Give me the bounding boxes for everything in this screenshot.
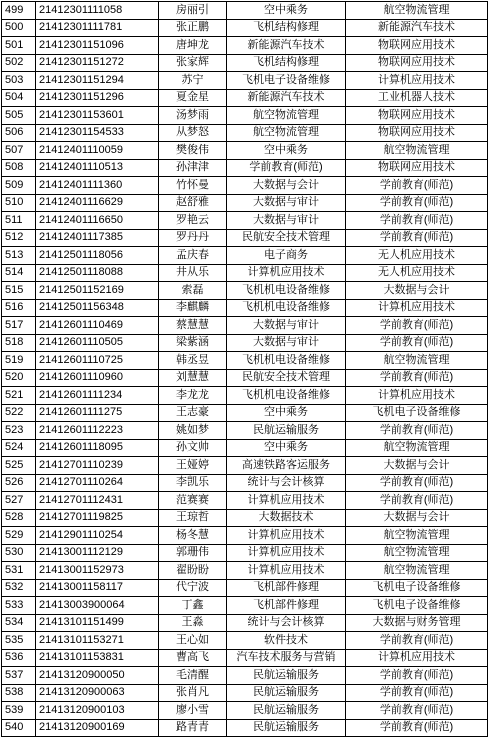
student-id-cell: 21412401116629 xyxy=(36,194,159,212)
row-number-cell: 505 xyxy=(2,107,36,125)
new-major-cell: 学前教育(师范) xyxy=(346,177,488,195)
row-number-cell: 500 xyxy=(2,19,36,37)
new-major-cell: 无人机应用技术 xyxy=(346,264,488,282)
new-major-cell: 物联网应用技术 xyxy=(346,37,488,55)
table-row xyxy=(2,229,488,247)
student-id-cell: 21413120900063 xyxy=(36,684,159,702)
student-name-cell: 刘慧慧 xyxy=(159,369,227,387)
new-major-cell: 学前教育(师范) xyxy=(346,702,488,720)
table-row xyxy=(2,439,488,457)
table-row xyxy=(2,334,488,352)
student-id-cell: 21412401111360 xyxy=(36,177,159,195)
original-major-cell: 飞机机电设备维修 xyxy=(227,299,346,317)
row-number-cell: 515 xyxy=(2,282,36,300)
original-major-cell: 飞机机电设备维修 xyxy=(227,387,346,405)
new-major-cell: 物联网应用技术 xyxy=(346,107,488,125)
student-name-cell: 索磊 xyxy=(159,282,227,300)
row-number-cell: 502 xyxy=(2,54,36,72)
new-major-cell: 航空物流管理 xyxy=(346,527,488,545)
original-major-cell: 民航运输服务 xyxy=(227,702,346,720)
row-number-cell: 530 xyxy=(2,544,36,562)
row-number-cell: 525 xyxy=(2,457,36,475)
student-name-cell: 丁鑫 xyxy=(159,597,227,615)
original-major-cell: 统计与会计核算 xyxy=(227,614,346,632)
student-name-cell: 韩丞昱 xyxy=(159,352,227,370)
new-major-cell: 计算机应用技术 xyxy=(346,72,488,90)
student-id-cell: 21412501118088 xyxy=(36,264,159,282)
original-major-cell: 计算机应用技术 xyxy=(227,562,346,580)
new-major-cell: 学前教育(师范) xyxy=(346,684,488,702)
student-name-cell: 李麒麟 xyxy=(159,299,227,317)
row-number-cell: 522 xyxy=(2,404,36,422)
row-number-cell: 520 xyxy=(2,369,36,387)
new-major-cell: 大数据与财务管理 xyxy=(346,614,488,632)
original-major-cell: 电子商务 xyxy=(227,247,346,265)
student-id-cell: 21413001152973 xyxy=(36,562,159,580)
student-name-cell: 郭珊伟 xyxy=(159,544,227,562)
original-major-cell: 大数据与审计 xyxy=(227,317,346,335)
student-id-cell: 21413101153831 xyxy=(36,649,159,667)
student-name-cell: 罗丹丹 xyxy=(159,229,227,247)
original-major-cell: 空中乘务 xyxy=(227,142,346,160)
row-number-cell: 516 xyxy=(2,299,36,317)
student-name-cell: 井从乐 xyxy=(159,264,227,282)
new-major-cell: 飞机电子设备维修 xyxy=(346,597,488,615)
student-name-cell: 罗艳云 xyxy=(159,212,227,230)
original-major-cell: 空中乘务 xyxy=(227,439,346,457)
student-id-cell: 21412701119825 xyxy=(36,509,159,527)
row-number-cell: 512 xyxy=(2,229,36,247)
student-id-cell: 21413120900169 xyxy=(36,719,159,737)
table-row xyxy=(2,562,488,580)
table-row xyxy=(2,177,488,195)
original-major-cell: 飞机机电设备维修 xyxy=(227,282,346,300)
original-major-cell: 计算机应用技术 xyxy=(227,264,346,282)
table-row xyxy=(2,142,488,160)
new-major-cell: 航空物流管理 xyxy=(346,562,488,580)
row-number-cell: 506 xyxy=(2,124,36,142)
student-id-cell: 21412601118095 xyxy=(36,439,159,457)
new-major-cell: 计算机应用技术 xyxy=(346,649,488,667)
original-major-cell: 民航运输服务 xyxy=(227,719,346,737)
table-row xyxy=(2,19,488,37)
original-major-cell: 计算机应用技术 xyxy=(227,544,346,562)
new-major-cell: 航空物流管理 xyxy=(346,439,488,457)
table-row xyxy=(2,369,488,387)
row-number-cell: 529 xyxy=(2,527,36,545)
original-major-cell: 学前教育(师范) xyxy=(227,159,346,177)
table-row xyxy=(2,404,488,422)
table-body xyxy=(2,2,488,737)
row-number-cell: 527 xyxy=(2,492,36,510)
student-id-cell: 21413001112129 xyxy=(36,544,159,562)
student-id-cell: 21412601111275 xyxy=(36,404,159,422)
table-row xyxy=(2,159,488,177)
row-number-cell: 507 xyxy=(2,142,36,160)
new-major-cell: 大数据与会计 xyxy=(346,509,488,527)
student-id-cell: 21412501156348 xyxy=(36,299,159,317)
student-name-cell: 王淼 xyxy=(159,614,227,632)
original-major-cell: 大数据与审计 xyxy=(227,212,346,230)
student-name-cell: 翟盼盼 xyxy=(159,562,227,580)
student-name-cell: 毛清醒 xyxy=(159,667,227,685)
student-name-cell: 蔡慧慧 xyxy=(159,317,227,335)
new-major-cell: 学前教育(师范) xyxy=(346,229,488,247)
table-row xyxy=(2,124,488,142)
student-id-cell: 21412601110469 xyxy=(36,317,159,335)
student-id-cell: 21412301111781 xyxy=(36,19,159,37)
student-id-cell: 21412501152169 xyxy=(36,282,159,300)
original-major-cell: 民航运输服务 xyxy=(227,422,346,440)
new-major-cell: 工业机器人技术 xyxy=(346,89,488,107)
student-id-cell: 21412301151272 xyxy=(36,54,159,72)
original-major-cell: 飞机电子设备维修 xyxy=(227,72,346,90)
student-name-cell: 李龙龙 xyxy=(159,387,227,405)
student-name-cell: 孙津津 xyxy=(159,159,227,177)
table-row xyxy=(2,719,488,737)
new-major-cell: 学前教育(师范) xyxy=(346,317,488,335)
student-id-cell: 21412301151294 xyxy=(36,72,159,90)
student-id-cell: 21412901110254 xyxy=(36,527,159,545)
table-row xyxy=(2,474,488,492)
student-id-cell: 21412601110725 xyxy=(36,352,159,370)
new-major-cell: 无人机应用技术 xyxy=(346,247,488,265)
original-major-cell: 民航安全技术管理 xyxy=(227,229,346,247)
table-row xyxy=(2,212,488,230)
new-major-cell: 学前教育(师范) xyxy=(346,194,488,212)
row-number-cell: 514 xyxy=(2,264,36,282)
original-major-cell: 空中乘务 xyxy=(227,2,346,20)
table-row xyxy=(2,702,488,720)
student-name-cell: 王志豪 xyxy=(159,404,227,422)
row-number-cell: 532 xyxy=(2,579,36,597)
original-major-cell: 新能源汽车技术 xyxy=(227,89,346,107)
student-id-cell: 21413120900050 xyxy=(36,667,159,685)
original-major-cell: 飞机部件修理 xyxy=(227,579,346,597)
new-major-cell: 计算机应用技术 xyxy=(346,387,488,405)
row-number-cell: 540 xyxy=(2,719,36,737)
student-name-cell: 樊俊伟 xyxy=(159,142,227,160)
student-id-cell: 21413101151499 xyxy=(36,614,159,632)
student-transfer-table xyxy=(1,1,488,737)
original-major-cell: 大数据与会计 xyxy=(227,177,346,195)
student-id-cell: 21412301153601 xyxy=(36,107,159,125)
original-major-cell: 大数据与审计 xyxy=(227,194,346,212)
row-number-cell: 536 xyxy=(2,649,36,667)
row-number-cell: 524 xyxy=(2,439,36,457)
table-row xyxy=(2,107,488,125)
original-major-cell: 民航运输服务 xyxy=(227,667,346,685)
row-number-cell: 501 xyxy=(2,37,36,55)
student-name-cell: 王琼哲 xyxy=(159,509,227,527)
new-major-cell: 大数据与会计 xyxy=(346,282,488,300)
row-number-cell: 499 xyxy=(2,2,36,20)
table-row xyxy=(2,632,488,650)
student-name-cell: 孟庆春 xyxy=(159,247,227,265)
row-number-cell: 538 xyxy=(2,684,36,702)
student-name-cell: 王心如 xyxy=(159,632,227,650)
new-major-cell: 航空物流管理 xyxy=(346,142,488,160)
new-major-cell: 学前教育(师范) xyxy=(346,667,488,685)
new-major-cell: 物联网应用技术 xyxy=(346,124,488,142)
student-id-cell: 21413003900064 xyxy=(36,597,159,615)
student-id-cell: 21412701110264 xyxy=(36,474,159,492)
table-row xyxy=(2,264,488,282)
student-id-cell: 21412301151096 xyxy=(36,37,159,55)
row-number-cell: 533 xyxy=(2,597,36,615)
original-major-cell: 飞机部件修理 xyxy=(227,597,346,615)
student-id-cell: 21413001158117 xyxy=(36,579,159,597)
row-number-cell: 519 xyxy=(2,352,36,370)
student-name-cell: 张肖凡 xyxy=(159,684,227,702)
row-number-cell: 539 xyxy=(2,702,36,720)
original-major-cell: 航空物流管理 xyxy=(227,124,346,142)
student-id-cell: 21412501118056 xyxy=(36,247,159,265)
row-number-cell: 517 xyxy=(2,317,36,335)
row-number-cell: 535 xyxy=(2,632,36,650)
original-major-cell: 大数据与审计 xyxy=(227,334,346,352)
original-major-cell: 新能源汽车技术 xyxy=(227,37,346,55)
row-number-cell: 521 xyxy=(2,387,36,405)
student-id-cell: 21412401110513 xyxy=(36,159,159,177)
original-major-cell: 飞机机电设备维修 xyxy=(227,352,346,370)
new-major-cell: 物联网应用技术 xyxy=(346,54,488,72)
row-number-cell: 523 xyxy=(2,422,36,440)
student-name-cell: 张家辉 xyxy=(159,54,227,72)
table-row xyxy=(2,282,488,300)
table-row xyxy=(2,667,488,685)
row-number-cell: 511 xyxy=(2,212,36,230)
student-name-cell: 苏宁 xyxy=(159,72,227,90)
student-name-cell: 路青青 xyxy=(159,719,227,737)
new-major-cell: 航空物流管理 xyxy=(346,544,488,562)
table-row xyxy=(2,317,488,335)
student-name-cell: 孙文帅 xyxy=(159,439,227,457)
new-major-cell: 学前教育(师范) xyxy=(346,719,488,737)
original-major-cell: 飞机结构修理 xyxy=(227,19,346,37)
student-name-cell: 唐坤龙 xyxy=(159,37,227,55)
table-row xyxy=(2,457,488,475)
table-row xyxy=(2,492,488,510)
student-id-cell: 21412301154533 xyxy=(36,124,159,142)
original-major-cell: 航空物流管理 xyxy=(227,107,346,125)
student-name-cell: 杨冬慧 xyxy=(159,527,227,545)
table-row xyxy=(2,527,488,545)
student-id-cell: 21412601112223 xyxy=(36,422,159,440)
row-number-cell: 526 xyxy=(2,474,36,492)
original-major-cell: 大数据技术 xyxy=(227,509,346,527)
table-row xyxy=(2,299,488,317)
original-major-cell: 飞机结构修理 xyxy=(227,54,346,72)
student-id-cell: 21413120900103 xyxy=(36,702,159,720)
table-row xyxy=(2,247,488,265)
table-row xyxy=(2,544,488,562)
student-id-cell: 21412301111058 xyxy=(36,2,159,20)
row-number-cell: 518 xyxy=(2,334,36,352)
new-major-cell: 物联网应用技术 xyxy=(346,159,488,177)
original-major-cell: 汽车技术服务与营销 xyxy=(227,649,346,667)
original-major-cell: 高速铁路客运服务 xyxy=(227,457,346,475)
new-major-cell: 飞机电子设备维修 xyxy=(346,404,488,422)
original-major-cell: 软件技术 xyxy=(227,632,346,650)
student-name-cell: 廖小雪 xyxy=(159,702,227,720)
table-row xyxy=(2,2,488,20)
student-name-cell: 夏金星 xyxy=(159,89,227,107)
student-name-cell: 赵舒雅 xyxy=(159,194,227,212)
student-id-cell: 21412601110505 xyxy=(36,334,159,352)
table-row xyxy=(2,54,488,72)
new-major-cell: 学前教育(师范) xyxy=(346,422,488,440)
row-number-cell: 537 xyxy=(2,667,36,685)
student-name-cell: 梁紫涵 xyxy=(159,334,227,352)
table-row xyxy=(2,387,488,405)
student-id-cell: 21412601110960 xyxy=(36,369,159,387)
new-major-cell: 学前教育(师范) xyxy=(346,474,488,492)
table-row xyxy=(2,509,488,527)
student-name-cell: 王娅婷 xyxy=(159,457,227,475)
row-number-cell: 510 xyxy=(2,194,36,212)
original-major-cell: 空中乘务 xyxy=(227,404,346,422)
student-name-cell: 汤梦雨 xyxy=(159,107,227,125)
new-major-cell: 航空物流管理 xyxy=(346,352,488,370)
student-id-cell: 21412601111234 xyxy=(36,387,159,405)
student-name-cell: 李凯乐 xyxy=(159,474,227,492)
new-major-cell: 学前教育(师范) xyxy=(346,369,488,387)
student-name-cell: 姚如梦 xyxy=(159,422,227,440)
row-number-cell: 534 xyxy=(2,614,36,632)
row-number-cell: 528 xyxy=(2,509,36,527)
original-major-cell: 计算机应用技术 xyxy=(227,527,346,545)
table-row xyxy=(2,422,488,440)
row-number-cell: 513 xyxy=(2,247,36,265)
student-id-cell: 21413101153271 xyxy=(36,632,159,650)
table-row xyxy=(2,89,488,107)
row-number-cell: 503 xyxy=(2,72,36,90)
student-id-cell: 21412401110059 xyxy=(36,142,159,160)
new-major-cell: 学前教育(师范) xyxy=(346,632,488,650)
original-major-cell: 民航安全技术管理 xyxy=(227,369,346,387)
student-name-cell: 曹高飞 xyxy=(159,649,227,667)
row-number-cell: 531 xyxy=(2,562,36,580)
student-id-cell: 21412401117385 xyxy=(36,229,159,247)
table-row xyxy=(2,194,488,212)
new-major-cell: 新能源汽车技术 xyxy=(346,19,488,37)
new-major-cell: 学前教育(师范) xyxy=(346,492,488,510)
new-major-cell: 学前教育(师范) xyxy=(346,334,488,352)
table-row xyxy=(2,649,488,667)
new-major-cell: 飞机电子设备维修 xyxy=(346,579,488,597)
original-major-cell: 民航运输服务 xyxy=(227,684,346,702)
new-major-cell: 学前教育(师范) xyxy=(346,212,488,230)
original-major-cell: 计算机应用技术 xyxy=(227,492,346,510)
row-number-cell: 509 xyxy=(2,177,36,195)
student-name-cell: 张正鹏 xyxy=(159,19,227,37)
student-id-cell: 21412701112431 xyxy=(36,492,159,510)
table-row xyxy=(2,579,488,597)
row-number-cell: 504 xyxy=(2,89,36,107)
new-major-cell: 航空物流管理 xyxy=(346,2,488,20)
new-major-cell: 计算机应用技术 xyxy=(346,299,488,317)
row-number-cell: 508 xyxy=(2,159,36,177)
original-major-cell: 统计与会计核算 xyxy=(227,474,346,492)
table-row xyxy=(2,72,488,90)
student-name-cell: 房丽引 xyxy=(159,2,227,20)
table-row xyxy=(2,597,488,615)
student-id-cell: 21412701110239 xyxy=(36,457,159,475)
student-id-cell: 21412401116650 xyxy=(36,212,159,230)
student-name-cell: 从梦怒 xyxy=(159,124,227,142)
new-major-cell: 大数据与会计 xyxy=(346,457,488,475)
table-row xyxy=(2,684,488,702)
student-id-cell: 21412301151296 xyxy=(36,89,159,107)
table-row xyxy=(2,614,488,632)
table-row xyxy=(2,37,488,55)
student-name-cell: 竹怀曼 xyxy=(159,177,227,195)
student-name-cell: 范赛赛 xyxy=(159,492,227,510)
student-name-cell: 代宁波 xyxy=(159,579,227,597)
table-row xyxy=(2,352,488,370)
